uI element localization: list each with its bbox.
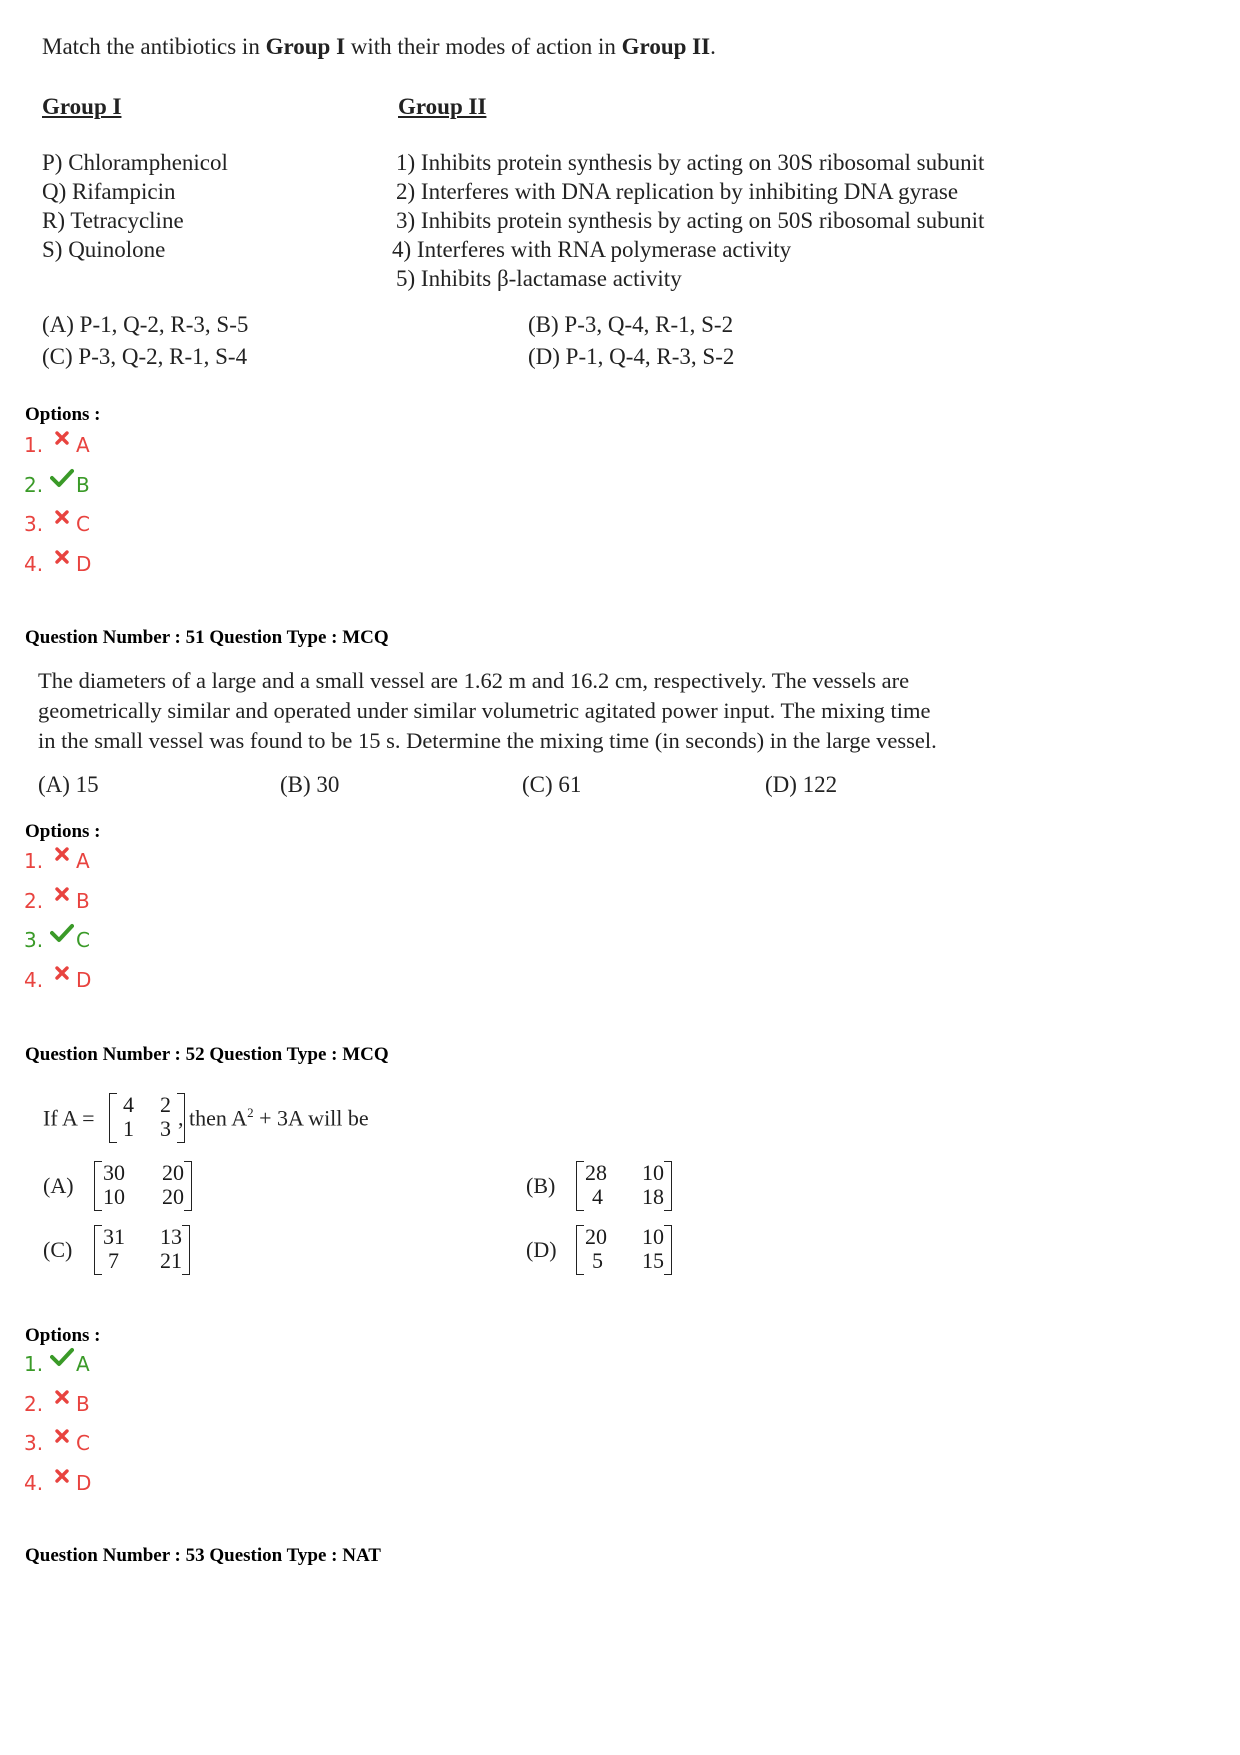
q50-prompt-text: Match the antibiotics in	[42, 34, 266, 59]
q50-choice-d: (D) P-1, Q-4, R-3, S-2	[528, 344, 735, 369]
cross-icon	[48, 1469, 76, 1483]
option-row[interactable]	[24, 1349, 90, 1379]
q50-choice-c: (C) P-3, Q-2, R-1, S-4	[42, 344, 248, 369]
option-row[interactable]	[24, 509, 90, 539]
bracket-right	[664, 1225, 672, 1275]
q50-prompt-end: .	[710, 34, 716, 59]
option-label: D	[76, 967, 92, 992]
option-row[interactable]	[24, 886, 90, 916]
matrix-cell: 3	[160, 1116, 171, 1141]
bracket-left	[94, 1161, 102, 1211]
matrix-cell: 31	[103, 1224, 125, 1249]
group2-item: 4) Interferes with RNA polymerase activity	[392, 237, 792, 262]
options-label: Options :	[25, 821, 101, 842]
cross-icon	[48, 1429, 76, 1443]
option-row[interactable]	[24, 965, 91, 995]
option-row[interactable]	[24, 846, 90, 876]
q51-choice-d: (D) 122	[765, 772, 838, 797]
option-label: B	[76, 888, 90, 913]
matrix-cell: 10	[642, 1224, 664, 1249]
group2-item: 2) Interferes with DNA replication by inhibiting DNA gyrase	[396, 179, 959, 204]
option-number: 1.	[24, 433, 44, 457]
option-number: 3.	[24, 1431, 44, 1455]
q51-choice-c: (C) 61	[522, 772, 582, 797]
group1-item: P) Chloramphenicol	[42, 150, 228, 175]
q51-choice-b: (B) 30	[280, 772, 340, 797]
q52-prompt-c: + 3A will be	[253, 1105, 369, 1131]
group2-header: Group II	[398, 94, 487, 119]
option-label: A	[76, 849, 90, 873]
bracket-right	[184, 1161, 192, 1211]
option-number: 4.	[24, 1470, 44, 1495]
q52-choice-a-matrix	[94, 1161, 192, 1209]
q52-choice-c-matrix	[94, 1225, 190, 1273]
matrix-cell: 20	[585, 1224, 607, 1249]
group1-header: Group I	[42, 94, 122, 119]
option-number: 2.	[24, 1391, 44, 1416]
q50-choice-b: (B) P-3, Q-4, R-1, S-2	[528, 312, 734, 337]
matrix-cell: 13	[160, 1224, 182, 1249]
option-number: 4.	[24, 551, 44, 576]
q52-prompt-b: , then A	[178, 1105, 248, 1131]
cross-icon	[48, 966, 76, 980]
q52-choice-c-label: (C)	[43, 1237, 73, 1262]
q51-line: in the small vessel was found to be 15 s. Determine the mixing time (in seconds) in the large vessel.	[38, 728, 937, 753]
option-label: D	[76, 1470, 92, 1495]
matrix-cell: 5	[592, 1248, 603, 1273]
question-header: Question Number : 52 Question Type : MCQ	[25, 1044, 389, 1065]
q51-choice-a: (A) 15	[38, 772, 99, 797]
q52-choice-d-label: (D)	[526, 1237, 557, 1262]
q52-choice-b-matrix	[576, 1161, 672, 1209]
q52-choice-d-matrix	[576, 1225, 672, 1273]
option-number: 4.	[24, 967, 44, 992]
cross-icon	[48, 431, 76, 445]
bracket-right	[177, 1093, 185, 1143]
option-row[interactable]	[24, 470, 90, 500]
matrix-cell: 20	[162, 1184, 184, 1209]
cross-icon	[48, 550, 76, 564]
option-label: A	[76, 1352, 90, 1376]
q51-line: The diameters of a large and a small vessel are 1.62 m and 16.2 cm, respectively. The vessels are	[38, 668, 910, 693]
matrix-cell: 4	[592, 1184, 603, 1209]
bracket-left	[94, 1225, 102, 1275]
option-label: B	[76, 1391, 90, 1416]
matrix-cell: 28	[585, 1160, 607, 1185]
group2-item: 1) Inhibits protein synthesis by acting on 30S ribosomal subunit	[396, 150, 985, 175]
q50-prompt-group1: Group I	[265, 34, 346, 59]
matrix-cell: 30	[103, 1160, 125, 1185]
option-row[interactable]	[24, 1389, 90, 1419]
matrix-cell: 1	[123, 1116, 134, 1141]
group1-item: R) Tetracycline	[42, 208, 184, 233]
option-label: A	[76, 433, 90, 457]
options-label: Options :	[25, 1325, 101, 1346]
option-label: C	[76, 1431, 90, 1455]
q52-prompt-sup: 2	[247, 1105, 254, 1120]
matrix-cell: 10	[642, 1160, 664, 1185]
bracket-left	[576, 1161, 584, 1211]
check-icon	[48, 923, 76, 943]
option-row[interactable]	[24, 430, 90, 460]
q51-line: geometrically similar and operated under similar volumetric agitated power input. The mixing time	[38, 698, 931, 723]
q52-prompt-a: If A =	[43, 1105, 101, 1131]
option-label: C	[76, 928, 90, 952]
option-label: D	[76, 551, 92, 576]
option-row[interactable]	[24, 1428, 90, 1458]
check-icon	[48, 1347, 76, 1367]
option-number: 2.	[24, 472, 44, 497]
group2-item: 3) Inhibits protein synthesis by acting on 50S ribosomal subunit	[396, 208, 985, 233]
matrix-cell: 21	[160, 1248, 182, 1273]
q52-choice-b-label: (B)	[526, 1173, 556, 1198]
bracket-right	[182, 1225, 190, 1275]
option-label: B	[76, 472, 90, 497]
cross-icon	[48, 887, 76, 901]
matrix-a	[109, 1093, 185, 1141]
matrix-cell: 2	[160, 1092, 171, 1117]
group1-item: S) Quinolone	[42, 237, 166, 262]
matrix-cell: 7	[108, 1248, 119, 1273]
question-header: Question Number : 53 Question Type : NAT	[25, 1545, 381, 1566]
option-row[interactable]	[24, 1468, 91, 1498]
bracket-left	[109, 1093, 117, 1143]
options-label: Options :	[25, 404, 101, 425]
option-number: 3.	[24, 512, 44, 536]
matrix-cell: 4	[123, 1092, 134, 1117]
q52-prompt	[43, 1105, 369, 1131]
bracket-left	[576, 1225, 584, 1275]
matrix-cell: 10	[103, 1184, 125, 1209]
question-header: Question Number : 51 Question Type : MCQ	[25, 627, 389, 648]
option-row[interactable]	[24, 549, 91, 579]
option-number: 3.	[24, 928, 44, 952]
q50-prompt-group2: Group II	[621, 34, 711, 59]
matrix-cell: 18	[642, 1184, 664, 1209]
cross-icon	[48, 510, 76, 524]
q52-choice-a-label: (A)	[43, 1173, 74, 1198]
cross-icon	[48, 847, 76, 861]
group1-item: Q) Rifampicin	[42, 179, 176, 204]
bracket-right	[664, 1161, 672, 1211]
q50-prompt	[42, 34, 716, 60]
cross-icon	[48, 1390, 76, 1404]
option-row[interactable]	[24, 925, 90, 955]
option-number: 2.	[24, 888, 44, 913]
option-label: C	[76, 512, 90, 536]
q50-prompt-mid: with their modes of action in	[345, 34, 622, 59]
group2-item: 5) Inhibits β-lactamase activity	[396, 266, 682, 291]
check-icon	[48, 468, 76, 488]
matrix-cell: 15	[642, 1248, 664, 1273]
q50-choice-a: (A) P-1, Q-2, R-3, S-5	[42, 312, 249, 337]
option-number: 1.	[24, 849, 44, 873]
matrix-cell: 20	[162, 1160, 184, 1185]
option-number: 1.	[24, 1352, 44, 1376]
